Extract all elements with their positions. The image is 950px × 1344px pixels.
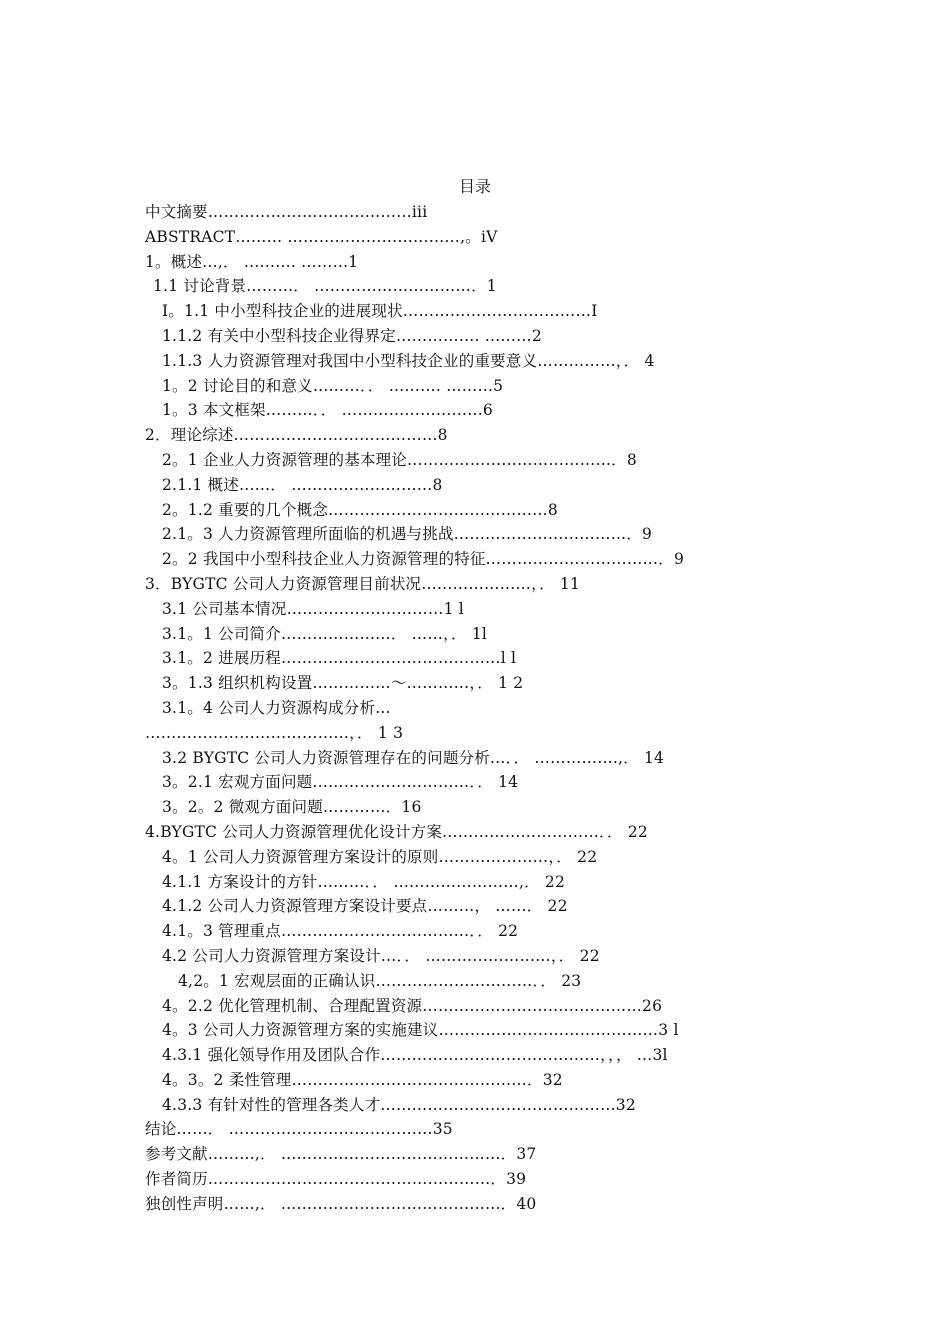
toc-entry: I。1.1 中小型科技企业的进展现状………………………………I <box>162 302 598 321</box>
toc-entry: 4.1。3 管理重点………………………………．． 22 <box>162 922 519 941</box>
toc-entry: 1.1 讨论背景………． …………………………．1 <box>153 277 497 296</box>
toc-entry: …………………………………，． 1 3 <box>145 723 404 742</box>
toc-entry: 2.1。3 人力资源管理所面临的机遇与挑战……………………………．9 <box>162 525 653 544</box>
toc-entry: 3.1 公司基本情况…………………………1 l <box>162 599 464 618</box>
toc-entry: 2.1.1 概述……． ………………………8 <box>162 475 443 494</box>
toc-entry: 3.1。2 进展历程……………………………………l l <box>162 649 517 668</box>
toc-entry: ABSTRACT……… ……………………………,。iV <box>145 227 498 246</box>
toc-entry: 4。1 公司人力资源管理方案设计的原则…………………，． 22 <box>162 847 598 866</box>
toc-entry: 4。2.2 优化管理机制、合理配置资源……………………………………26 <box>162 996 663 1015</box>
toc-entry: 4.2 公司人力资源管理方案设计…．． ……………………，． 22 <box>162 946 600 965</box>
toc-entry: 1.1.2 有关中小型科技企业得界定……………. ………2 <box>162 326 542 345</box>
toc-entry: 独创性声明……,． ……………………………………．40 <box>145 1194 537 1213</box>
toc-entry: 中文摘要…………………………………iii <box>145 203 428 221</box>
toc-entry: 1。概述…,． ………. ………1 <box>145 252 359 271</box>
toc-entry: 2。1 企业人力资源管理的基本理论…………………………………．8 <box>162 450 637 469</box>
toc-entry: 2．理论综述…………………………………8 <box>145 426 448 445</box>
toc-entry: 作者简历………………………………………………．39 <box>145 1170 527 1189</box>
toc-entry: 4.3.1 强化领导作用及团队合作……………………………………，，， …3l <box>162 1046 668 1065</box>
toc-entry: 3。2。2 微观方面问题…………．16 <box>162 798 422 817</box>
toc-entry: 1。3 本文框架………．． ………………………6 <box>162 401 493 420</box>
toc-entry: 结论……． …………………………………35 <box>145 1120 453 1139</box>
toc-entry: 4.1.1 方案设计的方针………．． ……………………,． 22 <box>162 872 566 891</box>
toc-entry: 3。2.1 宏观方面问题…………………………．． 14 <box>162 773 519 792</box>
toc-entry: 参考文献………,． ……………………………………．37 <box>145 1145 537 1164</box>
toc-entry: 3．BYGTC 公司人力资源管理目前状况…………………，． 11 <box>145 574 581 593</box>
toc-entry: 4。3 公司人力资源管理方案的实施建议……………………………………3 l <box>162 1021 679 1040</box>
toc-entry: 3.2 BYGTC 公司人力资源管理存在的问题分析…．． …………….,． 14 <box>162 748 665 767</box>
toc-entry: 4.BYGTC 公司人力资源管理优化设计方案…………………………．． 22 <box>145 822 648 841</box>
toc-entry: 4.3.3 有针对性的管理各类人才………………………………………32 <box>162 1095 636 1114</box>
toc-entry: 1.1.3 人力资源管理对我国中小型科技企业的重要意义……………，． 4 <box>162 351 655 370</box>
toc-entry: 3.1。4 公司人力资源构成分析… <box>162 698 391 717</box>
toc-entry: 1。2 讨论目的和意义………．． ………. ………5 <box>162 376 504 395</box>
toc-entry: 4,2。1 宏观层面的正确认识…………………………．． 23 <box>178 971 582 990</box>
toc-title: 目录 <box>458 177 491 196</box>
toc-entry: 4。3。2 柔性管理………………………………………．32 <box>162 1070 563 1089</box>
toc-entry: 2。2 我国中小型科技企业人力资源管理的特征……………………………．9 <box>162 550 685 569</box>
toc-list <box>0 200 950 1217</box>
toc-entry: 4.1.2 公司人力资源管理方案设计要点………， ……． 22 <box>162 897 568 916</box>
toc-entry: 3。1.3 组织机构设置……………～…………，． 1 2 <box>162 674 524 693</box>
toc-entry: 2。1.2 重要的几个概念……………………………………8 <box>162 500 558 519</box>
toc-entry: 3.1。1 公司简介…………………． ……，． 1l <box>162 624 488 643</box>
